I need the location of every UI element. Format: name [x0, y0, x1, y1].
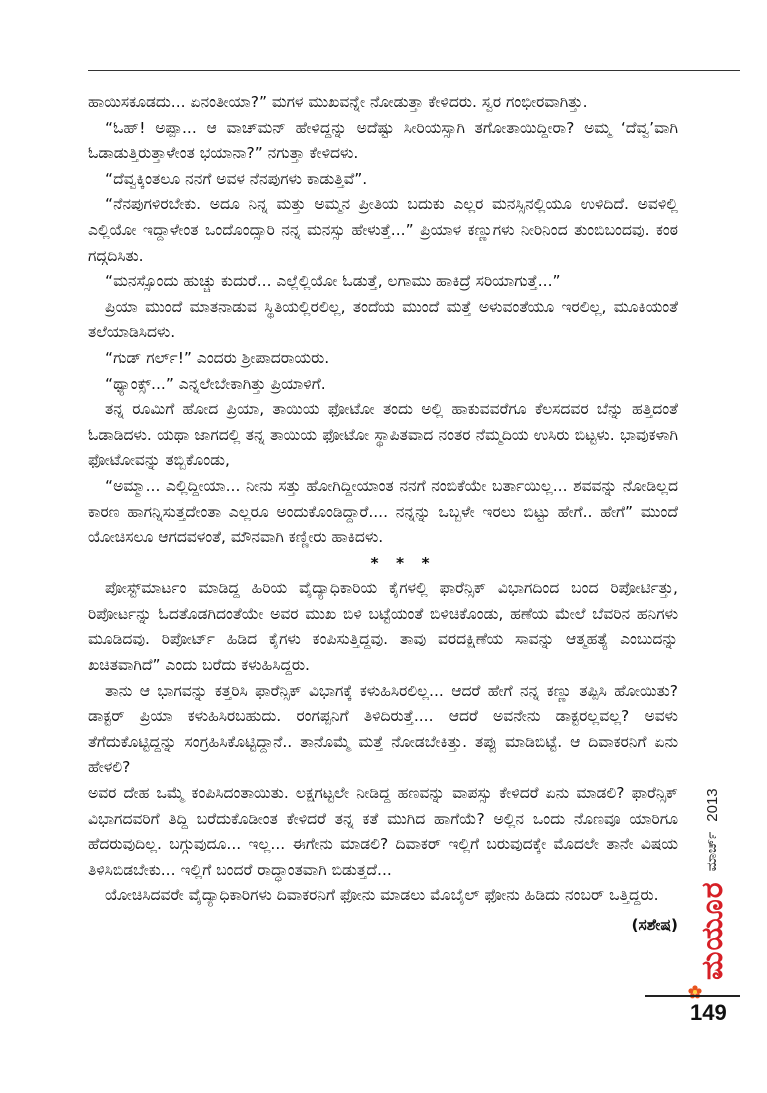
issue-month: ಮಾರ್ಚ್	[704, 831, 720, 872]
article-body	[88, 90, 678, 943]
paragraph: “ಮನಸ್ಸೊಂದು ಹುಚ್ಚು ಕುದುರೆ... ಎಲ್ಲೆಲ್ಲಿಯೋ ಓಡುತ್ತೆ, ಲಗಾಮು ಹಾಕಿದ್ರೆ ಸರಿಯಾಗುತ್ತೆ...”	[105, 272, 561, 291]
header-rule	[88, 70, 740, 71]
paragraph: ತನ್ನ ರೂಮಿಗೆ ಹೋದ ಪ್ರಿಯಾ, ತಾಯಿಯ ಫೋಟೋ ತಂದು ಅಲ್ಲಿ ಹಾಕುವವರೆಗೂ ಕೆಲಸದವರ ಬೆನ್ನು ಹತ್ತಿದಂತೆ ಓಡಾಡಿದಳು. ಯಥಾ ಜಾಗದಲ್ಲಿ ತನ್ನ ತಾಯಿಯ ಫೋಟೋ ಸ್ಥಾಪಿತವಾದ ನಂತರ ನೆಮ್ಮದಿಯ ಉಸಿರು ಬಿಟ್ಟಳು. ಭಾವುಕಳಾಗಿ ಫೋಟೋವನ್ನು ತಬ್ಬಿಕೊಂಡು,	[88, 400, 678, 470]
issue-year: 2013	[703, 788, 721, 822]
paragraph: ಹಾಯಿಸಕೂಡದು... ಏನಂತೀಯಾ?” ಮಗಳ ಮುಖವನ್ನೇ ನೋಡುತ್ತಾ ಕೇಳಿದರು. ಸ್ವರ ಗಂಭೀರವಾಗಿತ್ತು.	[88, 93, 588, 111]
page-number: 149	[690, 1000, 727, 1025]
paragraph: ಪ್ರಿಯಾ ಮುಂದೆ ಮಾತನಾಡುವ ಸ್ಥಿತಿಯಲ್ಲಿರಲಿಲ್ಲ, ತಂದೆಯ ಮುಂದೆ ಮತ್ತೆ ಅಳುವಂತೆಯೂ ಇರಲಿಲ್ಲ, ಮೂಕಿಯಂತೆ ತಲೆಯಾಡಿಸಿದಳು.	[88, 297, 678, 342]
paragraph: ಪೋಸ್ಟ್‌ಮಾರ್ಟಂ ಮಾಡಿದ್ದ ಹಿರಿಯ ವೈದ್ಯಾಧಿಕಾರಿಯ ಕೈಗಳಲ್ಲಿ ಫಾರೆನ್ಸಿಕ್ ವಿಭಾಗದಿಂದ ಬಂದ ರಿಪೋರ್ಟಿತ್ತು, ರಿಪೋರ್ಟನ್ನು ಓದತೊಡಗಿದಂತೆಯೇ ಅವರ ಮುಖ ಬಿಳಿ ಬಟ್ಟೆಯಂತೆ ಬಿಳಿಚಿಕೊಂಡು, ಹಣೆಯ ಮೇಲೆ ಬೆವರಿನ ಹನಿಗಳು ಮೂಡಿದವು. ರಿಪೋರ್ಟ್ ಹಿಡಿದ ಕೈಗಳು ಕಂಪಿಸುತ್ತಿದ್ದವು. ತಾವು ವರದಕ್ಷಿಣೆಯ ಸಾವನ್ನು ಆತ್ಮಹತ್ಯೆ ಎಂಬುದನ್ನು ಖಚಿತವಾಗಿದೆ” ಎಂದು ಬರೆದು ಕಳುಹಿಸಿದ್ದರು.	[88, 579, 678, 675]
footer-rule	[645, 995, 740, 997]
paragraph: “ದೆವ್ವಕ್ಕಿಂತಲೂ ನನಗೆ ಅವಳ ನೆನಪುಗಳು ಕಾಡುತ್ತಿವೆ”.	[105, 169, 368, 188]
magazine-sidebar	[689, 780, 737, 980]
paragraph: “ನೆನಪುಗಳಿರಬೇಕು. ಅದೂ ನಿನ್ನ ಮತ್ತು ಅಮ್ಮನ ಪ್ರೀತಿಯ ಬದುಕು ಎಲ್ಲರ ಮನಸ್ಸಿನಲ್ಲಿಯೂ ಉಳಿದಿದೆ. ಅವಳಿಲ್ಲಿ ಎಲ್ಲಿಯೋ ಇದ್ದಾಳೇಂತ ಒಂದೊಂದ್ಸಾರಿ ನನ್ನ ಮನಸ್ಸು ಹೇಳುತ್ತೆ...” ಪ್ರಿಯಾಳ ಕಣ್ಣುಗಳು ನೀರಿನಿಂದ ತುಂಬಿಬಂದವು. ಕಂಠ ಗದ್ಗದಿಸಿತು.	[88, 195, 678, 265]
paragraph: “ಓಹ್! ಅಪ್ಪಾ... ಆ ವಾಚ್‌ಮನ್ ಹೇಳಿದ್ದನ್ನು ಅದೆಷ್ಟು ಸೀರಿಯಸ್ಸಾಗಿ ತಗೋತಾಯಿದ್ದೀರಾ? ಅಮ್ಮ ‘ದೆವ್ವ’ವಾಗಿ ಓಡಾಡುತ್ತಿರುತ್ತಾಳೇಂತ ಭಯಾನಾ?” ನಗುತ್ತಾ ಕೇಳಿದಳು.	[88, 118, 678, 163]
paragraph: “ಗುಡ್ ಗರ್ಲ್!” ಎಂದರು ಶ್ರೀಪಾದರಾಯರು.	[105, 348, 330, 367]
paragraph: “ಥ್ಯಾಂಕ್ಸ್...” ಎನ್ನಲೇಬೇಕಾಗಿತ್ತು ಪ್ರಿಯಾಳಿಗೆ.	[105, 374, 326, 393]
paragraph: ಅವರ ದೇಹ ಒಮ್ಮೆ ಕಂಪಿಸಿದಂತಾಯಿತು. ಲಕ್ಷಗಟ್ಟಲೇ ನೀಡಿದ್ದ ಹಣವನ್ನು ವಾಪಸ್ಸು ಕೇಳಿದರೆ ಏನು ಮಾಡಲಿ? ಫಾರೆನ್ಸಿಕ್ ವಿಭಾಗದವರಿಗೆ ತಿದ್ದಿ ಬರೆದುಕೊಡೀಂತ ಕೇಳಿದರೆ ತನ್ನ ಕತೆ ಮುಗಿದ ಹಾಗೆಯೆ? ಅಲ್ಲಿನ ಒಂದು ನೊಣವೂ ಯಾರಿಗೂ ಹೆದರುವುದಿಲ್ಲ. ಬಗ್ಗುವುದೂ... ಇಲ್ಲ... ಈಗೇನು ಮಾಡಲಿ? ದಿವಾಕರ್ ಇಲ್ಲಿಗೆ ಬರುವುದಕ್ಕೇ ಮೊದಲೇ ತಾನೇ ವಿಷಯ ತಿಳಿಸಿಬಿಡಬೇಕು... ಇಲ್ಲಿಗೆ ಬಂದರೆ ರಾದ್ಧಾಂತವಾಗಿ ಬಿಡುತ್ತದೆ...	[88, 784, 678, 879]
paragraph: “ಅಮ್ಮಾ... ಎಲ್ಲಿದ್ದೀಯಾ... ನೀನು ಸತ್ತು ಹೋಗಿದ್ದೀಯಾಂತ ನನಗೆ ನಂಬಿಕೆಯೇ ಬರ್ತಾಯಿಲ್ಲ... ಶವವನ್ನು ನೋಡಿಲ್ಲದ ಕಾರಣ ಹಾಗನ್ನಿಸುತ್ತದೇಂತಾ ಎಲ್ಲರೂ ಅಂದುಕೊಂಡಿದ್ದಾರೆ.... ನನ್ನನ್ನು ಒಬ್ಬಳೇ ಇರಲು ಬಿಟ್ಟು ಹೇಗೆ.. ಹೇಗೆ” ಮುಂದೆ ಯೋಚಿಸಲೂ ಆಗದವಳಂತೆ, ಮೌನವಾಗಿ ಕಣ್ಣೀರು ಹಾಕಿದಳು.	[88, 476, 678, 547]
sidebar-rotated-text	[693, 780, 731, 980]
paragraph: ತಾನು ಆ ಭಾಗವನ್ನು ಕತ್ತರಿಸಿ ಫಾರೆನ್ಸಿಕ್ ವಿಭಾಗಕ್ಕೆ ಕಳುಹಿಸಿರಲಿಲ್ಲ... ಆದರೆ ಹೇಗೆ ನನ್ನ ಕಣ್ಣು ತಪ್ಪಿಸಿ ಹೋಯಿತು? ಡಾಕ್ಟರ್ ಪ್ರಿಯಾ ಕಳುಹಿಸಿರಬಹುದು. ರಂಗಪ್ಪನಿಗೆ ತಿಳಿದಿರುತ್ತೆ.... ಆದರೆ ಅವನೇನು ಡಾಕ್ಟರಲ್ಲವಲ್ಲ? ಅವಳು ತೆಗೆದುಕೊಟ್ಟಿದ್ದನ್ನು ಸಂಗ್ರಹಿಸಿಕೊಟ್ಟಿದ್ದಾನೆ.. ತಾನೊಮ್ಮೆ ಮತ್ತೆ ನೋಡಬೇಕಿತ್ತು. ತಪ್ಪು ಮಾಡಿಬಿಟ್ಟೆ. ಆ ದಿವಾಕರನಿಗೆ ಏನು ಹೇಳಲಿ?	[88, 681, 678, 777]
to-be-continued-note: (ಸಶೇಷ)	[631, 916, 678, 934]
section-break: * * *	[370, 553, 436, 572]
paragraph: ಯೋಚಿಸಿದವರೇ ವೈದ್ಯಾಧಿಕಾರಿಗಳು ದಿವಾಕರನಿಗೆ ಫೋನು ಮಾಡಲು ಮೊಬೈಲ್ ಫೋನು ಹಿಡಿದು ನಂಬರ್ ಒತ್ತಿದ್ದರು.	[105, 886, 659, 905]
magazine-name: ಮಯೂರ	[694, 881, 730, 980]
